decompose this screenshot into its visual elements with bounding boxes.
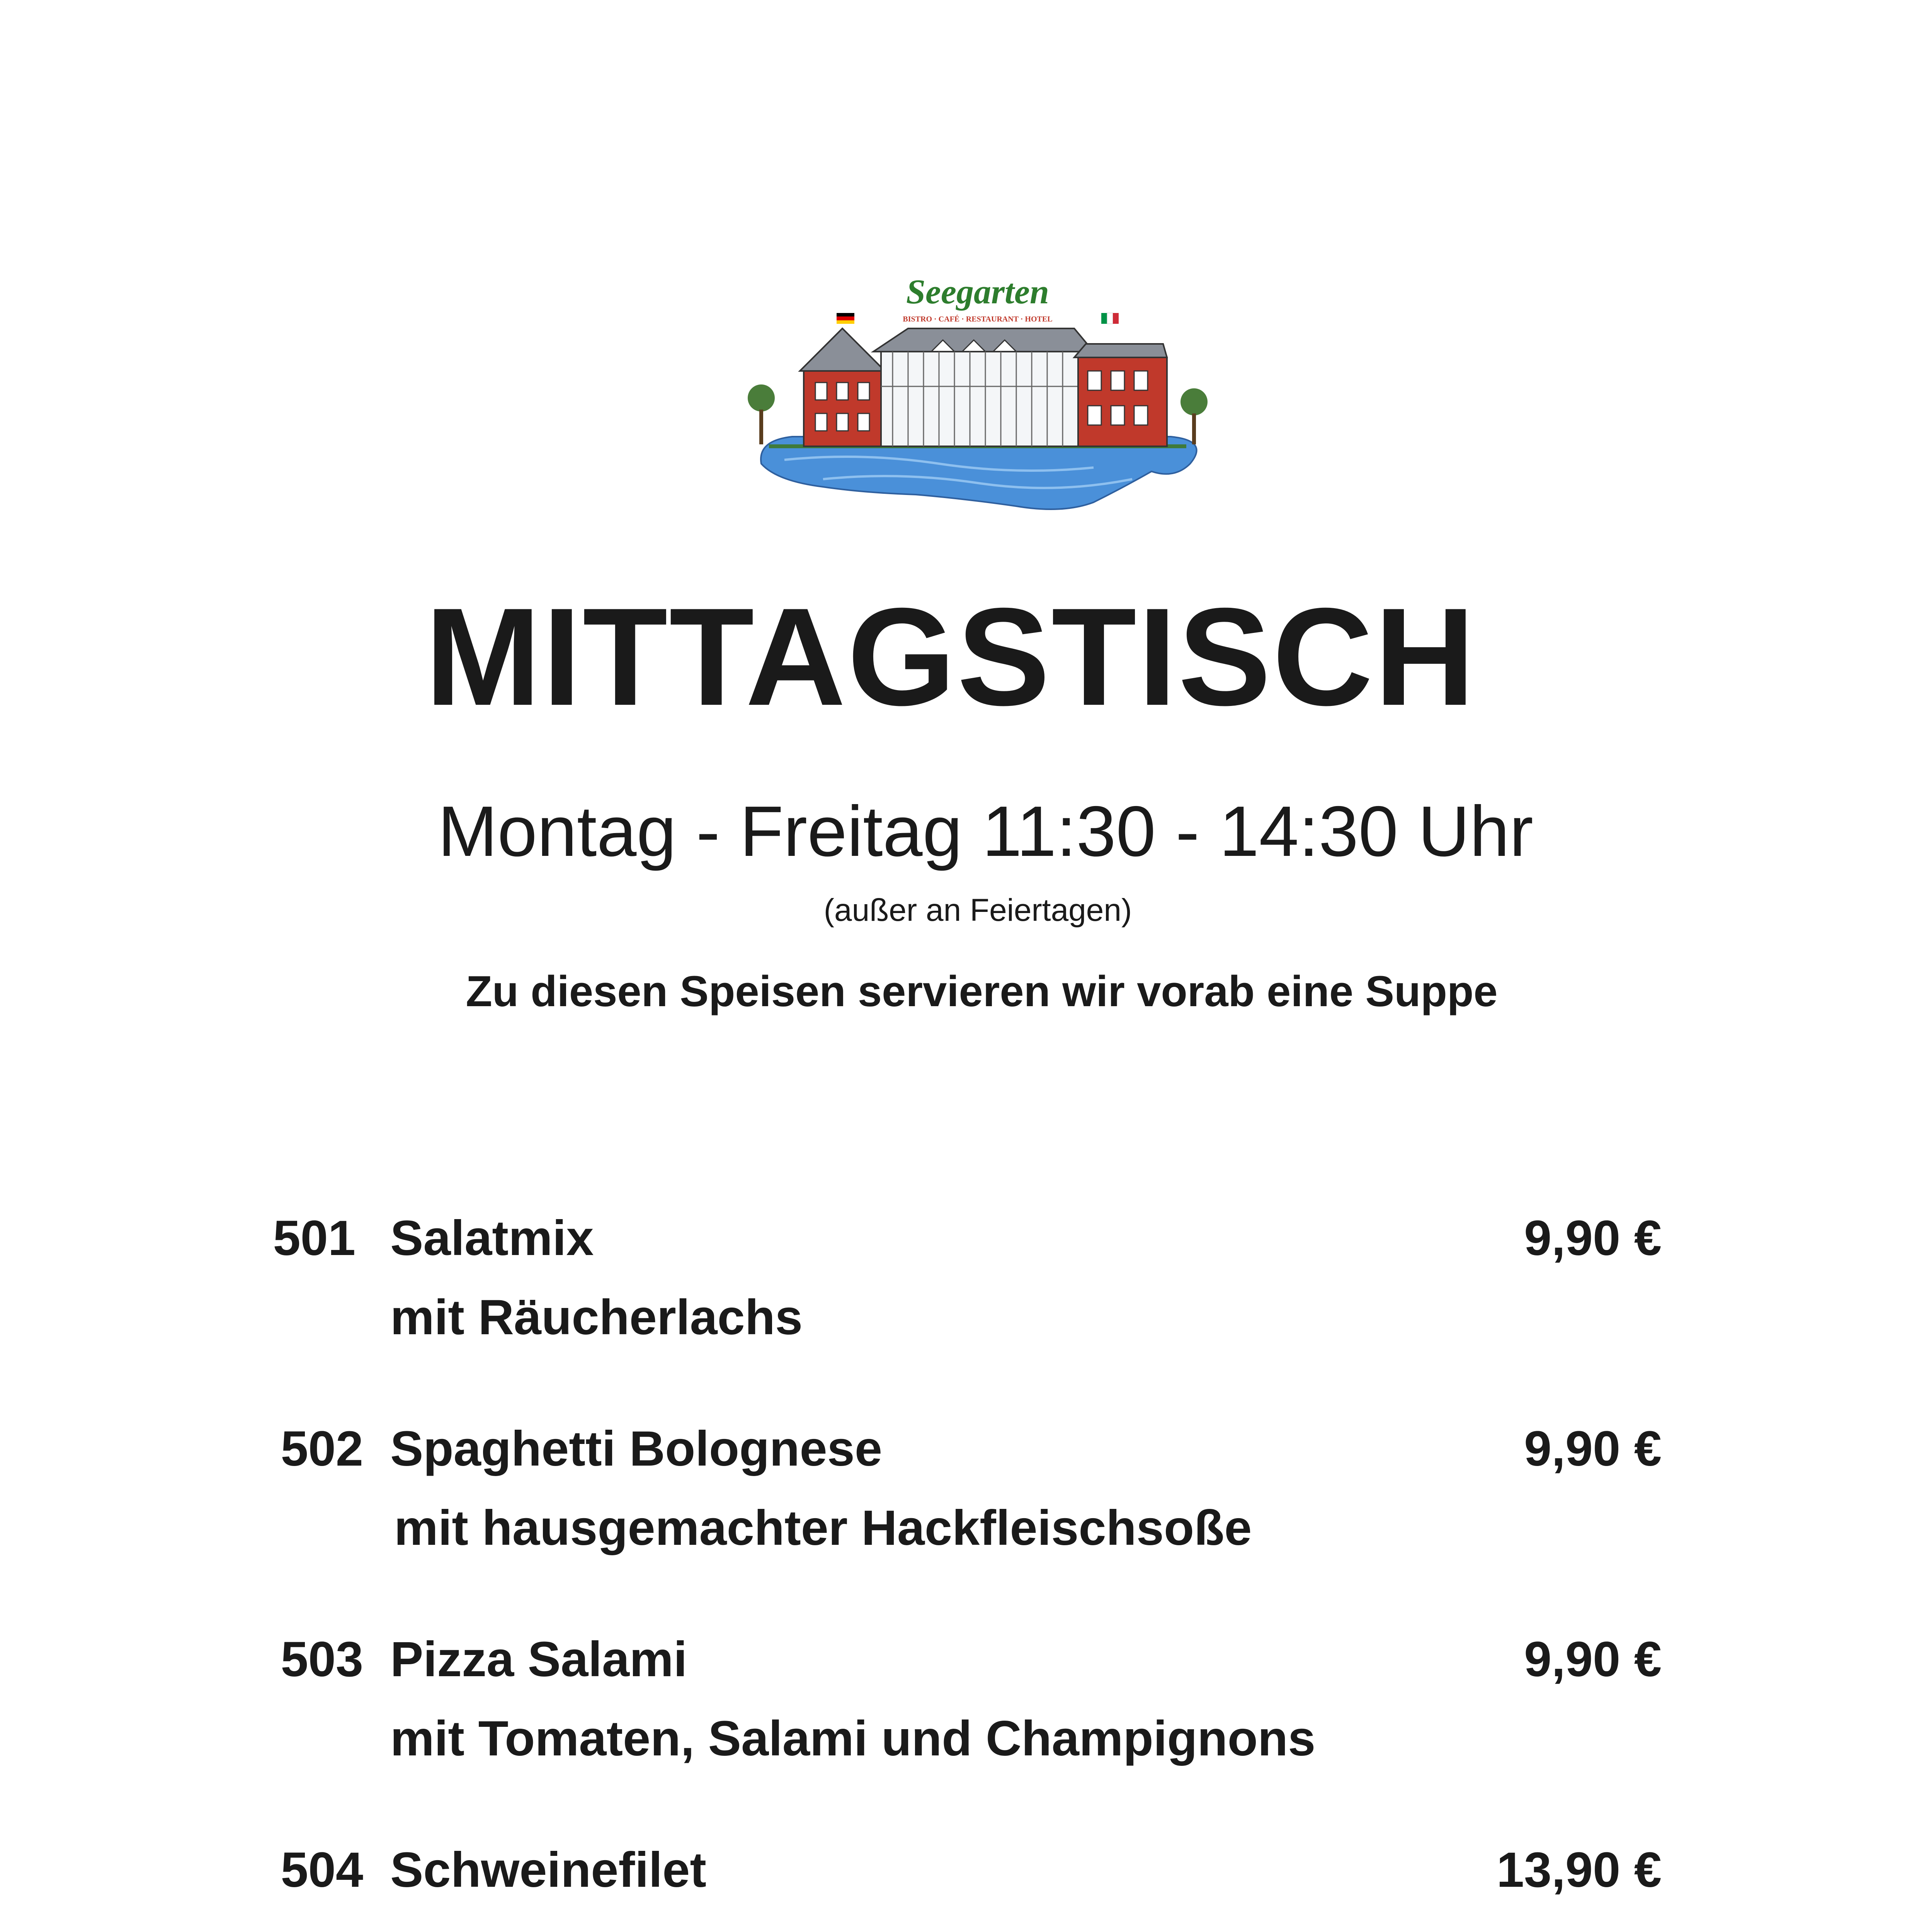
menu-item-number: 501 bbox=[273, 1211, 356, 1266]
menu-item-description: mit Tomaten, Salami und Champignons bbox=[390, 1711, 1316, 1766]
tree-right-icon bbox=[1180, 388, 1208, 415]
menu-item-price: 9,90 € bbox=[1524, 1632, 1662, 1687]
menu-item bbox=[240, 1841, 1662, 1932]
glass-pavilion bbox=[881, 352, 1097, 446]
tower-roof bbox=[800, 328, 885, 371]
menu-item bbox=[240, 1631, 1662, 1841]
italian-flag-icon bbox=[1101, 313, 1107, 324]
soup-note: Zu diesen Speisen servieren wir vorab eine Suppe bbox=[466, 967, 1498, 1015]
opening-hours: Montag - Freitag 11:30 - 14:30 Uhr bbox=[438, 792, 1533, 871]
menu-list bbox=[240, 1209, 1662, 1932]
menu-item-name: Spaghetti Bolognese bbox=[390, 1421, 882, 1476]
menu-item-number: 504 bbox=[281, 1842, 363, 1898]
menu-item-number: 503 bbox=[281, 1632, 363, 1687]
logo-tagline: BISTRO · CAFÉ · RESTAURANT · HOTEL bbox=[903, 315, 1053, 323]
menu-item-description: mit Räucherlachs bbox=[390, 1290, 803, 1345]
tree-left-icon bbox=[748, 384, 775, 412]
menu-item-number: 502 bbox=[281, 1421, 363, 1476]
menu-item-name: Schweinefilet bbox=[390, 1842, 706, 1898]
menu-item-price: 13,90 € bbox=[1496, 1842, 1662, 1898]
seegarten-logo-graphic bbox=[746, 270, 1209, 518]
main-roof bbox=[873, 328, 1094, 352]
menu-item-description: mit hausgemachter Hackfleischsoße bbox=[394, 1500, 1252, 1556]
menu-item-name: Salatmix bbox=[390, 1211, 594, 1266]
restaurant-logo bbox=[746, 270, 1209, 518]
logo-brand-text: Seegarten bbox=[906, 273, 1049, 311]
holiday-note: (außer an Feiertagen) bbox=[823, 893, 1132, 928]
menu-item-price: 9,90 € bbox=[1524, 1211, 1662, 1266]
page-title: MITTAGSTISCH bbox=[425, 579, 1477, 735]
menu-item-name: Pizza Salami bbox=[390, 1632, 687, 1687]
menu-item bbox=[240, 1420, 1662, 1631]
menu-item bbox=[240, 1209, 1662, 1420]
menu-item-price: 9,90 € bbox=[1524, 1421, 1662, 1476]
